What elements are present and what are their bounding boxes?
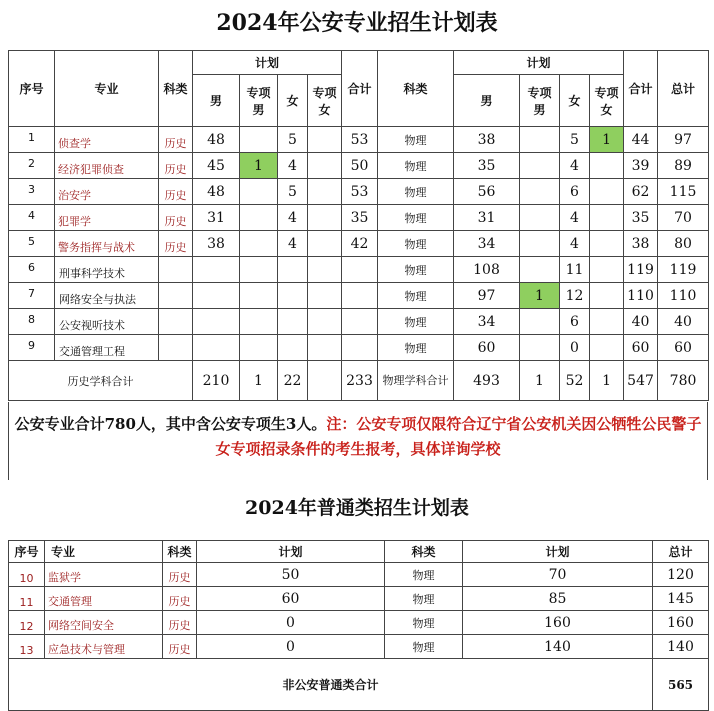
g-cell-major: 交通管理 xyxy=(45,587,163,611)
cell-ht xyxy=(342,283,378,309)
police-plan-table xyxy=(8,50,709,401)
g-cell-hplan: 60 xyxy=(197,587,385,611)
g-cell-seq: 11 xyxy=(9,587,45,611)
cell-psf xyxy=(590,309,624,335)
g-cell-seq: 13 xyxy=(9,635,45,659)
cell-phy: 物理 xyxy=(378,283,454,309)
cell-pm: 97 xyxy=(454,283,520,309)
cell-pm: 60 xyxy=(454,335,520,361)
cell-seq: 2 xyxy=(9,153,55,179)
cell-hm: 48 xyxy=(193,179,240,205)
cell-psm xyxy=(520,127,560,153)
g-cell-phy: 物理 xyxy=(385,563,463,587)
g-cell-major: 应急技术与管理 xyxy=(45,635,163,659)
cell-hm: 38 xyxy=(193,231,240,257)
cell-ht: 53 xyxy=(342,127,378,153)
cell-pt: 35 xyxy=(624,205,658,231)
g-summary-label: 非公安普通类合计 xyxy=(9,659,653,711)
cell-psm xyxy=(520,257,560,283)
cell-hm xyxy=(193,257,240,283)
cell-hm: 31 xyxy=(193,205,240,231)
cell-major: 刑事科学技术 xyxy=(55,257,159,283)
table-row xyxy=(9,205,709,231)
g-cell-gt: 120 xyxy=(653,563,709,587)
cell-psf xyxy=(590,335,624,361)
cell-major: 警务指挥与战术 xyxy=(55,231,159,257)
cell-ht xyxy=(342,257,378,283)
cell-ht: 35 xyxy=(342,205,378,231)
cell-pf: 11 xyxy=(560,257,590,283)
cell-major: 交通管理工程 xyxy=(55,335,159,361)
table-row xyxy=(9,283,709,309)
note-text xyxy=(9,412,707,462)
cell-gt: 70 xyxy=(658,205,709,231)
g-header-grand-total: 总计 xyxy=(653,541,709,563)
cell-pm: 34 xyxy=(454,309,520,335)
header-male-physics: 男 xyxy=(454,75,520,127)
g-cell-seq: 12 xyxy=(9,611,45,635)
table-row xyxy=(9,563,709,587)
g-cell-pplan: 140 xyxy=(463,635,653,659)
summary-pf: 52 xyxy=(560,361,590,401)
cell-gt: 80 xyxy=(658,231,709,257)
cell-hf: 4 xyxy=(278,205,308,231)
cell-phy: 物理 xyxy=(378,205,454,231)
summary-history-label: 历史学科合计 xyxy=(9,361,193,401)
cell-ht xyxy=(342,335,378,361)
cell-phy: 物理 xyxy=(378,231,454,257)
cell-hm xyxy=(193,283,240,309)
cell-hist: 历史 xyxy=(159,127,193,153)
note-summary: 公安专业合计780人，其中含公安专项生3人。 xyxy=(14,415,327,433)
header-female: 女 xyxy=(278,75,308,127)
g-cell-pplan: 160 xyxy=(463,611,653,635)
cell-hist xyxy=(159,283,193,309)
header-subject-physics: 科类 xyxy=(378,51,454,127)
cell-hsm xyxy=(240,257,278,283)
cell-hist xyxy=(159,309,193,335)
cell-hsm xyxy=(240,309,278,335)
cell-pt: 44 xyxy=(624,127,658,153)
general-plan-table xyxy=(8,540,709,711)
table-row xyxy=(9,257,709,283)
cell-hist: 历史 xyxy=(159,205,193,231)
summary-psf: 1 xyxy=(590,361,624,401)
cell-major: 侦查学 xyxy=(55,127,159,153)
cell-gt: 89 xyxy=(658,153,709,179)
g-cell-phy: 物理 xyxy=(385,635,463,659)
cell-pf: 0 xyxy=(560,335,590,361)
cell-gt: 40 xyxy=(658,309,709,335)
cell-psm xyxy=(520,153,560,179)
header-subject: 科类 xyxy=(159,51,193,127)
summary-physics-label: 物理学科合计 xyxy=(378,361,454,401)
cell-hsf xyxy=(308,205,342,231)
cell-hsm xyxy=(240,179,278,205)
cell-ht: 50 xyxy=(342,153,378,179)
cell-phy: 物理 xyxy=(378,309,454,335)
g-cell-phy: 物理 xyxy=(385,611,463,635)
cell-pt: 40 xyxy=(624,309,658,335)
cell-pt: 60 xyxy=(624,335,658,361)
note-warning: 注：公安专项仅限符合辽宁省公安机关因公牺牲公民警子女专项招录条件的考生报考，具体详询学校 xyxy=(215,415,702,458)
header-female-physics: 女 xyxy=(560,75,590,127)
g-cell-gt: 140 xyxy=(653,635,709,659)
g-cell-gt: 160 xyxy=(653,611,709,635)
cell-pt: 39 xyxy=(624,153,658,179)
cell-major: 犯罪学 xyxy=(55,205,159,231)
g-cell-hplan: 50 xyxy=(197,563,385,587)
summary-hm: 210 xyxy=(193,361,240,401)
cell-hsf xyxy=(308,127,342,153)
cell-pm: 34 xyxy=(454,231,520,257)
summary-pm: 493 xyxy=(454,361,520,401)
cell-hf xyxy=(278,257,308,283)
table-row xyxy=(9,179,709,205)
table-row xyxy=(9,231,709,257)
g-header-seq: 序号 xyxy=(9,541,45,563)
cell-hf xyxy=(278,283,308,309)
table-row xyxy=(9,335,709,361)
cell-ht xyxy=(342,309,378,335)
cell-pm: 35 xyxy=(454,153,520,179)
cell-pf: 12 xyxy=(560,283,590,309)
cell-seq: 5 xyxy=(9,231,55,257)
cell-gt: 110 xyxy=(658,283,709,309)
g-cell-major: 网络空间安全 xyxy=(45,611,163,635)
header-major: 专业 xyxy=(55,51,159,127)
cell-major: 公安视听技术 xyxy=(55,309,159,335)
cell-psm xyxy=(520,335,560,361)
cell-hm xyxy=(193,309,240,335)
cell-phy: 物理 xyxy=(378,335,454,361)
summary-hsm: 1 xyxy=(240,361,278,401)
table-row xyxy=(9,153,709,179)
table-row xyxy=(9,611,709,635)
cell-psf xyxy=(590,205,624,231)
header-special-male-physics: 专项 男 xyxy=(520,75,560,127)
cell-psf xyxy=(590,257,624,283)
cell-psf xyxy=(590,179,624,205)
cell-pm: 31 xyxy=(454,205,520,231)
cell-seq: 7 xyxy=(9,283,55,309)
cell-hsm xyxy=(240,205,278,231)
summary-hsf xyxy=(308,361,342,401)
cell-hm: 45 xyxy=(193,153,240,179)
g-header-plan: 计划 xyxy=(197,541,385,563)
g-cell-hplan: 0 xyxy=(197,611,385,635)
cell-pf: 4 xyxy=(560,205,590,231)
header-plan-physics: 计划 xyxy=(454,51,624,75)
cell-pm: 108 xyxy=(454,257,520,283)
summary-psm: 1 xyxy=(520,361,560,401)
cell-psf xyxy=(590,153,624,179)
header-total-history: 合计 xyxy=(342,51,378,127)
cell-hf xyxy=(278,335,308,361)
summary-ht: 233 xyxy=(342,361,378,401)
cell-pf: 4 xyxy=(560,231,590,257)
cell-pm: 38 xyxy=(454,127,520,153)
cell-ht: 53 xyxy=(342,179,378,205)
g-cell-pplan: 85 xyxy=(463,587,653,611)
cell-gt: 115 xyxy=(658,179,709,205)
table-row xyxy=(9,587,709,611)
g-summary-gt: 565 xyxy=(653,659,709,711)
summary-hf: 22 xyxy=(278,361,308,401)
cell-pf: 5 xyxy=(560,127,590,153)
cell-psm xyxy=(520,205,560,231)
cell-seq: 9 xyxy=(9,335,55,361)
cell-hsf xyxy=(308,335,342,361)
cell-hf: 5 xyxy=(278,127,308,153)
cell-pt: 110 xyxy=(624,283,658,309)
cell-pt: 38 xyxy=(624,231,658,257)
cell-phy: 物理 xyxy=(378,127,454,153)
cell-hm: 48 xyxy=(193,127,240,153)
cell-pf: 6 xyxy=(560,309,590,335)
cell-hist xyxy=(159,257,193,283)
cell-hf: 4 xyxy=(278,231,308,257)
cell-hsf xyxy=(308,309,342,335)
table-row xyxy=(9,127,709,153)
g-header-plan-physics: 计划 xyxy=(463,541,653,563)
header-total-physics: 合计 xyxy=(624,51,658,127)
cell-pf: 4 xyxy=(560,153,590,179)
g-cell-seq: 10 xyxy=(9,563,45,587)
header-grand-total: 总计 xyxy=(658,51,709,127)
g-cell-hist: 历史 xyxy=(163,611,197,635)
cell-pt: 62 xyxy=(624,179,658,205)
cell-hsf xyxy=(308,231,342,257)
cell-psm xyxy=(520,179,560,205)
cell-psf xyxy=(590,283,624,309)
g-header-major: 专业 xyxy=(45,541,163,563)
cell-seq: 6 xyxy=(9,257,55,283)
cell-phy: 物理 xyxy=(378,257,454,283)
cell-hsf xyxy=(308,257,342,283)
cell-hsm xyxy=(240,231,278,257)
g-cell-hplan: 0 xyxy=(197,635,385,659)
cell-seq: 8 xyxy=(9,309,55,335)
cell-phy: 物理 xyxy=(378,153,454,179)
cell-hsf xyxy=(308,179,342,205)
cell-hist: 历史 xyxy=(159,231,193,257)
cell-hf: 5 xyxy=(278,179,308,205)
table-row xyxy=(9,309,709,335)
cell-hist: 历史 xyxy=(159,153,193,179)
cell-hf: 4 xyxy=(278,153,308,179)
header-seq: 序号 xyxy=(9,51,55,127)
cell-hm xyxy=(193,335,240,361)
g-cell-hist: 历史 xyxy=(163,587,197,611)
cell-major: 经济犯罪侦查 xyxy=(55,153,159,179)
cell-pf: 6 xyxy=(560,179,590,205)
police-table-title: 2024年公安专业招生计划表 xyxy=(216,10,498,36)
cell-hf xyxy=(278,309,308,335)
g-cell-phy: 物理 xyxy=(385,587,463,611)
g-header-subject: 科类 xyxy=(163,541,197,563)
cell-hsf xyxy=(308,153,342,179)
cell-hist xyxy=(159,335,193,361)
note-box xyxy=(8,402,708,480)
cell-psf xyxy=(590,231,624,257)
general-table-title: 2024年普通类招生计划表 xyxy=(245,497,469,519)
cell-hist: 历史 xyxy=(159,179,193,205)
g-cell-hist: 历史 xyxy=(163,563,197,587)
summary-pt: 547 xyxy=(624,361,658,401)
cell-seq: 3 xyxy=(9,179,55,205)
header-male: 男 xyxy=(193,75,240,127)
cell-phy: 物理 xyxy=(378,179,454,205)
cell-gt: 60 xyxy=(658,335,709,361)
g-cell-major: 监狱学 xyxy=(45,563,163,587)
cell-pm: 56 xyxy=(454,179,520,205)
cell-hsm: 1 xyxy=(240,153,278,179)
g-cell-hist: 历史 xyxy=(163,635,197,659)
cell-psm: 1 xyxy=(520,283,560,309)
cell-seq: 4 xyxy=(9,205,55,231)
g-header-subject-physics: 科类 xyxy=(385,541,463,563)
header-special-female: 专项 女 xyxy=(308,75,342,127)
cell-gt: 97 xyxy=(658,127,709,153)
cell-psm xyxy=(520,231,560,257)
cell-hsm xyxy=(240,283,278,309)
cell-seq: 1 xyxy=(9,127,55,153)
cell-hsm xyxy=(240,127,278,153)
cell-hsf xyxy=(308,283,342,309)
cell-pt: 119 xyxy=(624,257,658,283)
cell-psf: 1 xyxy=(590,127,624,153)
cell-psm xyxy=(520,309,560,335)
cell-major: 网络安全与执法 xyxy=(55,283,159,309)
g-cell-gt: 145 xyxy=(653,587,709,611)
header-special-male: 专项 男 xyxy=(240,75,278,127)
cell-hsm xyxy=(240,335,278,361)
cell-gt: 119 xyxy=(658,257,709,283)
header-special-female-physics: 专项 女 xyxy=(590,75,624,127)
header-plan-history: 计划 xyxy=(193,51,342,75)
cell-ht: 42 xyxy=(342,231,378,257)
g-cell-pplan: 70 xyxy=(463,563,653,587)
summary-gt: 780 xyxy=(658,361,709,401)
table-row xyxy=(9,635,709,659)
cell-major: 治安学 xyxy=(55,179,159,205)
